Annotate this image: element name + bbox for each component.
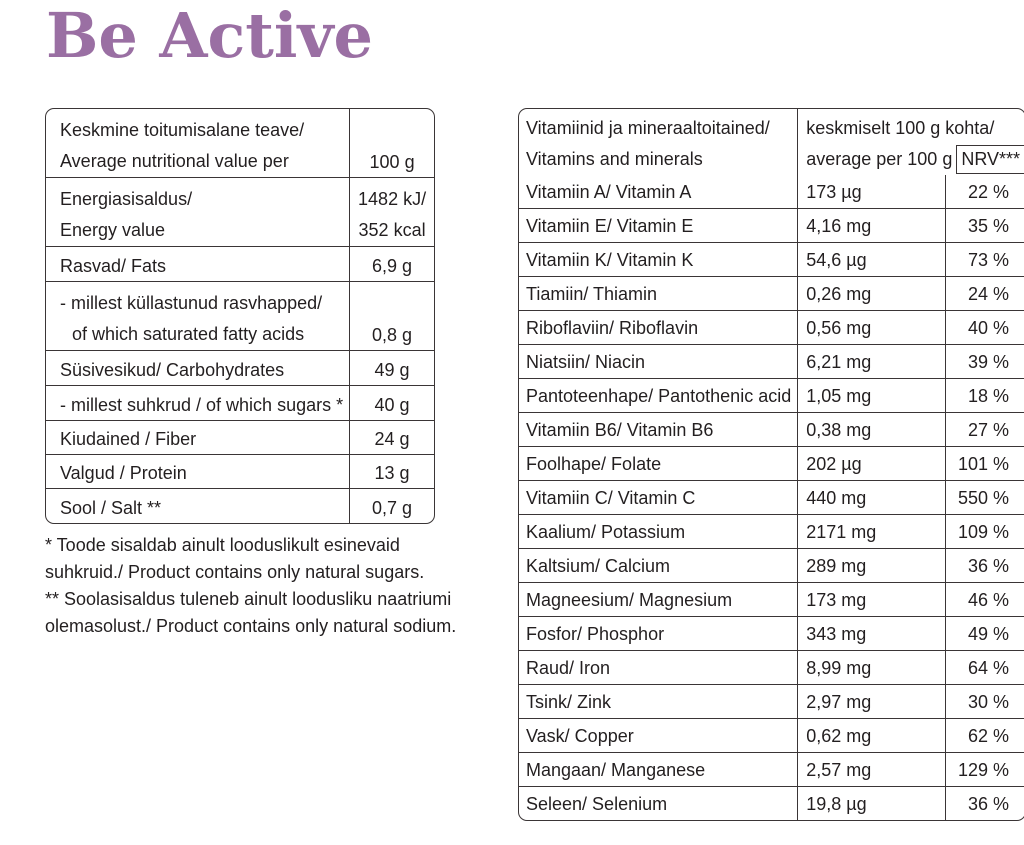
table-row: [46, 351, 434, 386]
row-amount-cell: 0,62 mg: [798, 719, 946, 753]
row-amount-cell: 289 mg: [798, 549, 946, 583]
row-amount-cell: 173 mg: [798, 583, 946, 617]
table-row: [519, 243, 1024, 277]
row-nrv-cell: 129 %: [946, 753, 1024, 787]
row-nrv-cell: 35 %: [946, 209, 1024, 243]
table-row: [519, 685, 1024, 719]
row-label-cell: [46, 178, 350, 247]
row-amount-cell: 173 µg: [798, 175, 946, 209]
table-row: [519, 787, 1024, 820]
row-value-cell: 0,8 g: [350, 282, 434, 351]
table-row: [46, 421, 434, 455]
table-row: [46, 178, 434, 247]
row-amount-cell: 1,05 mg: [798, 379, 946, 413]
row-value-cell: 49 g: [350, 351, 434, 386]
footnote-sugars: * Toode sisaldab ainult looduslikult esinevaid suhkruid./ Product contains only natural sugars.: [45, 535, 425, 582]
table-row: [519, 481, 1024, 515]
row-nrv-cell: 24 %: [946, 277, 1024, 311]
row-name-cell: Niatsiin/ Niacin: [519, 345, 798, 379]
table-row: [46, 455, 434, 489]
row-value-cell: 13 g: [350, 455, 434, 489]
row-label-line1: Energiasisaldus/: [60, 189, 193, 209]
row-name-cell: Vitamiin C/ Vitamin C: [519, 481, 798, 515]
row-name-cell: Kaalium/ Potassium: [519, 515, 798, 549]
table-row: [46, 386, 434, 421]
row-amount-cell: 19,8 µg: [798, 787, 946, 820]
table-header-row: [46, 109, 434, 178]
nrv-header: NRV***: [956, 145, 1024, 174]
row-label-line2: Energy value: [60, 220, 166, 240]
row-amount-cell: 54,6 µg: [798, 243, 946, 277]
row-name-cell: Kaltsium/ Calcium: [519, 549, 798, 583]
row-name-cell: Vitamiin A/ Vitamin A: [519, 175, 798, 209]
table-row: [519, 345, 1024, 379]
header-label-line2: Average nutritional value per: [60, 151, 289, 171]
header-value-line2: average per 100 g: [806, 149, 953, 169]
row-nrv-cell: 64 %: [946, 651, 1024, 685]
table-row: [519, 651, 1024, 685]
row-name-cell: Fosfor/ Phosphor: [519, 617, 798, 651]
row-nrv-cell: 39 %: [946, 345, 1024, 379]
row-label-cell: Rasvad/ Fats: [46, 247, 350, 282]
row-label-line2: of which saturated fatty acids: [72, 324, 305, 344]
table-header-row: [519, 109, 1024, 175]
table-row: [46, 247, 434, 282]
table-row: [519, 447, 1024, 481]
header-value-cell: [798, 109, 1024, 175]
row-amount-cell: 0,26 mg: [798, 277, 946, 311]
row-name-cell: Mangaan/ Manganese: [519, 753, 798, 787]
row-nrv-cell: 40 %: [946, 311, 1024, 345]
table-row: [519, 515, 1024, 549]
row-nrv-cell: 109 %: [946, 515, 1024, 549]
table-row: [519, 719, 1024, 753]
row-amount-cell: 2171 mg: [798, 515, 946, 549]
vitamins-table: [518, 108, 1024, 821]
row-amount-cell: 0,56 mg: [798, 311, 946, 345]
row-nrv-cell: 101 %: [946, 447, 1024, 481]
table-row: [519, 311, 1024, 345]
row-amount-cell: 4,16 mg: [798, 209, 946, 243]
row-nrv-cell: 49 %: [946, 617, 1024, 651]
header-label-cell: [46, 109, 350, 178]
nutrition-table: [45, 108, 435, 524]
row-nrv-cell: 73 %: [946, 243, 1024, 277]
row-value-cell: [350, 178, 434, 247]
row-label-cell: Valgud / Protein: [46, 455, 350, 489]
row-nrv-cell: 36 %: [968, 794, 1010, 814]
row-name-cell: Tsink/ Zink: [519, 685, 798, 719]
row-nrv-cell: 22 %: [946, 175, 1024, 209]
header-label-cell: [519, 109, 798, 175]
row-amount-cell: 202 µg: [798, 447, 946, 481]
row-nrv-cell: 36 %: [946, 549, 1024, 583]
row-amount-cell: 2,57 mg: [798, 753, 946, 787]
row-amount-cell: 6,21 mg: [798, 345, 946, 379]
row-amount-cell: 8,99 mg: [798, 651, 946, 685]
row-value-cell: 0,7 g: [372, 498, 413, 518]
row-value-cell: 6,9 g: [350, 247, 434, 282]
row-amount-cell: 2,97 mg: [798, 685, 946, 719]
row-nrv-cell: 18 %: [946, 379, 1024, 413]
row-nrv-cell: 62 %: [946, 719, 1024, 753]
row-name-cell: Vitamiin E/ Vitamin E: [519, 209, 798, 243]
header-value-cell: 100 g: [350, 109, 434, 178]
footnote-sodium: ** Soolasisaldus tuleneb ainult loodusliku naatriumi olemasolust./ Product contains only natural sodium.: [45, 589, 457, 636]
row-value-line1: 1482 kJ/: [358, 189, 427, 209]
row-label-cell: [46, 282, 350, 351]
table-row: [519, 617, 1024, 651]
header-label-line1: Vitamiinid ja mineraaltoitained/: [526, 118, 770, 138]
header-label-line2: Vitamins and minerals: [526, 149, 703, 169]
table-row: [519, 753, 1024, 787]
row-name-cell: Pantoteenhape/ Pantothenic acid: [519, 379, 798, 413]
row-label-cell: Sool / Salt **: [46, 489, 350, 523]
table-row: [519, 379, 1024, 413]
table-row: [519, 209, 1024, 243]
row-nrv-cell: 46 %: [946, 583, 1024, 617]
row-name-cell: Seleen/ Selenium: [519, 787, 798, 820]
row-name-cell: Riboflaviin/ Riboflavin: [519, 311, 798, 345]
table-row: [46, 489, 434, 523]
row-name-cell: Vask/ Copper: [519, 719, 798, 753]
header-value-line1: keskmiselt 100 g kohta/: [806, 118, 995, 138]
row-amount-cell: 0,38 mg: [798, 413, 946, 447]
row-amount-cell: 440 mg: [798, 481, 946, 515]
row-name-cell: Foolhape/ Folate: [519, 447, 798, 481]
row-value-cell: 24 g: [350, 421, 434, 455]
table-row: [519, 413, 1024, 447]
table-row: [519, 583, 1024, 617]
row-name-cell: Raud/ Iron: [519, 651, 798, 685]
table-row: [46, 282, 434, 351]
row-nrv-cell: 30 %: [946, 685, 1024, 719]
footnotes: [45, 532, 465, 640]
row-label-cell: Süsivesikud/ Carbohydrates: [46, 351, 350, 386]
row-value-cell: 40 g: [350, 386, 434, 421]
page-title: Be Active: [46, 0, 373, 72]
row-label-cell: - millest suhkrud / of which sugars *: [46, 386, 350, 421]
header-value-line2-wrap: [806, 144, 1024, 175]
header-label-line1: Keskmine toitumisalane teave/: [60, 120, 305, 140]
row-name-cell: Vitamiin B6/ Vitamin B6: [519, 413, 798, 447]
table-row: [519, 175, 1024, 209]
table-row: [519, 277, 1024, 311]
row-name-cell: Vitamiin K/ Vitamin K: [519, 243, 798, 277]
row-nrv-cell: 550 %: [946, 481, 1024, 515]
row-name-cell: Magneesium/ Magnesium: [519, 583, 798, 617]
row-nrv-cell: 27 %: [946, 413, 1024, 447]
row-label-line1: - millest küllastunud rasvhapped/: [60, 293, 323, 313]
row-label-cell: Kiudained / Fiber: [46, 421, 350, 455]
row-value-line2: 352 kcal: [358, 220, 426, 240]
row-amount-cell: 343 mg: [798, 617, 946, 651]
row-name-cell: Tiamiin/ Thiamin: [519, 277, 798, 311]
table-row: [519, 549, 1024, 583]
